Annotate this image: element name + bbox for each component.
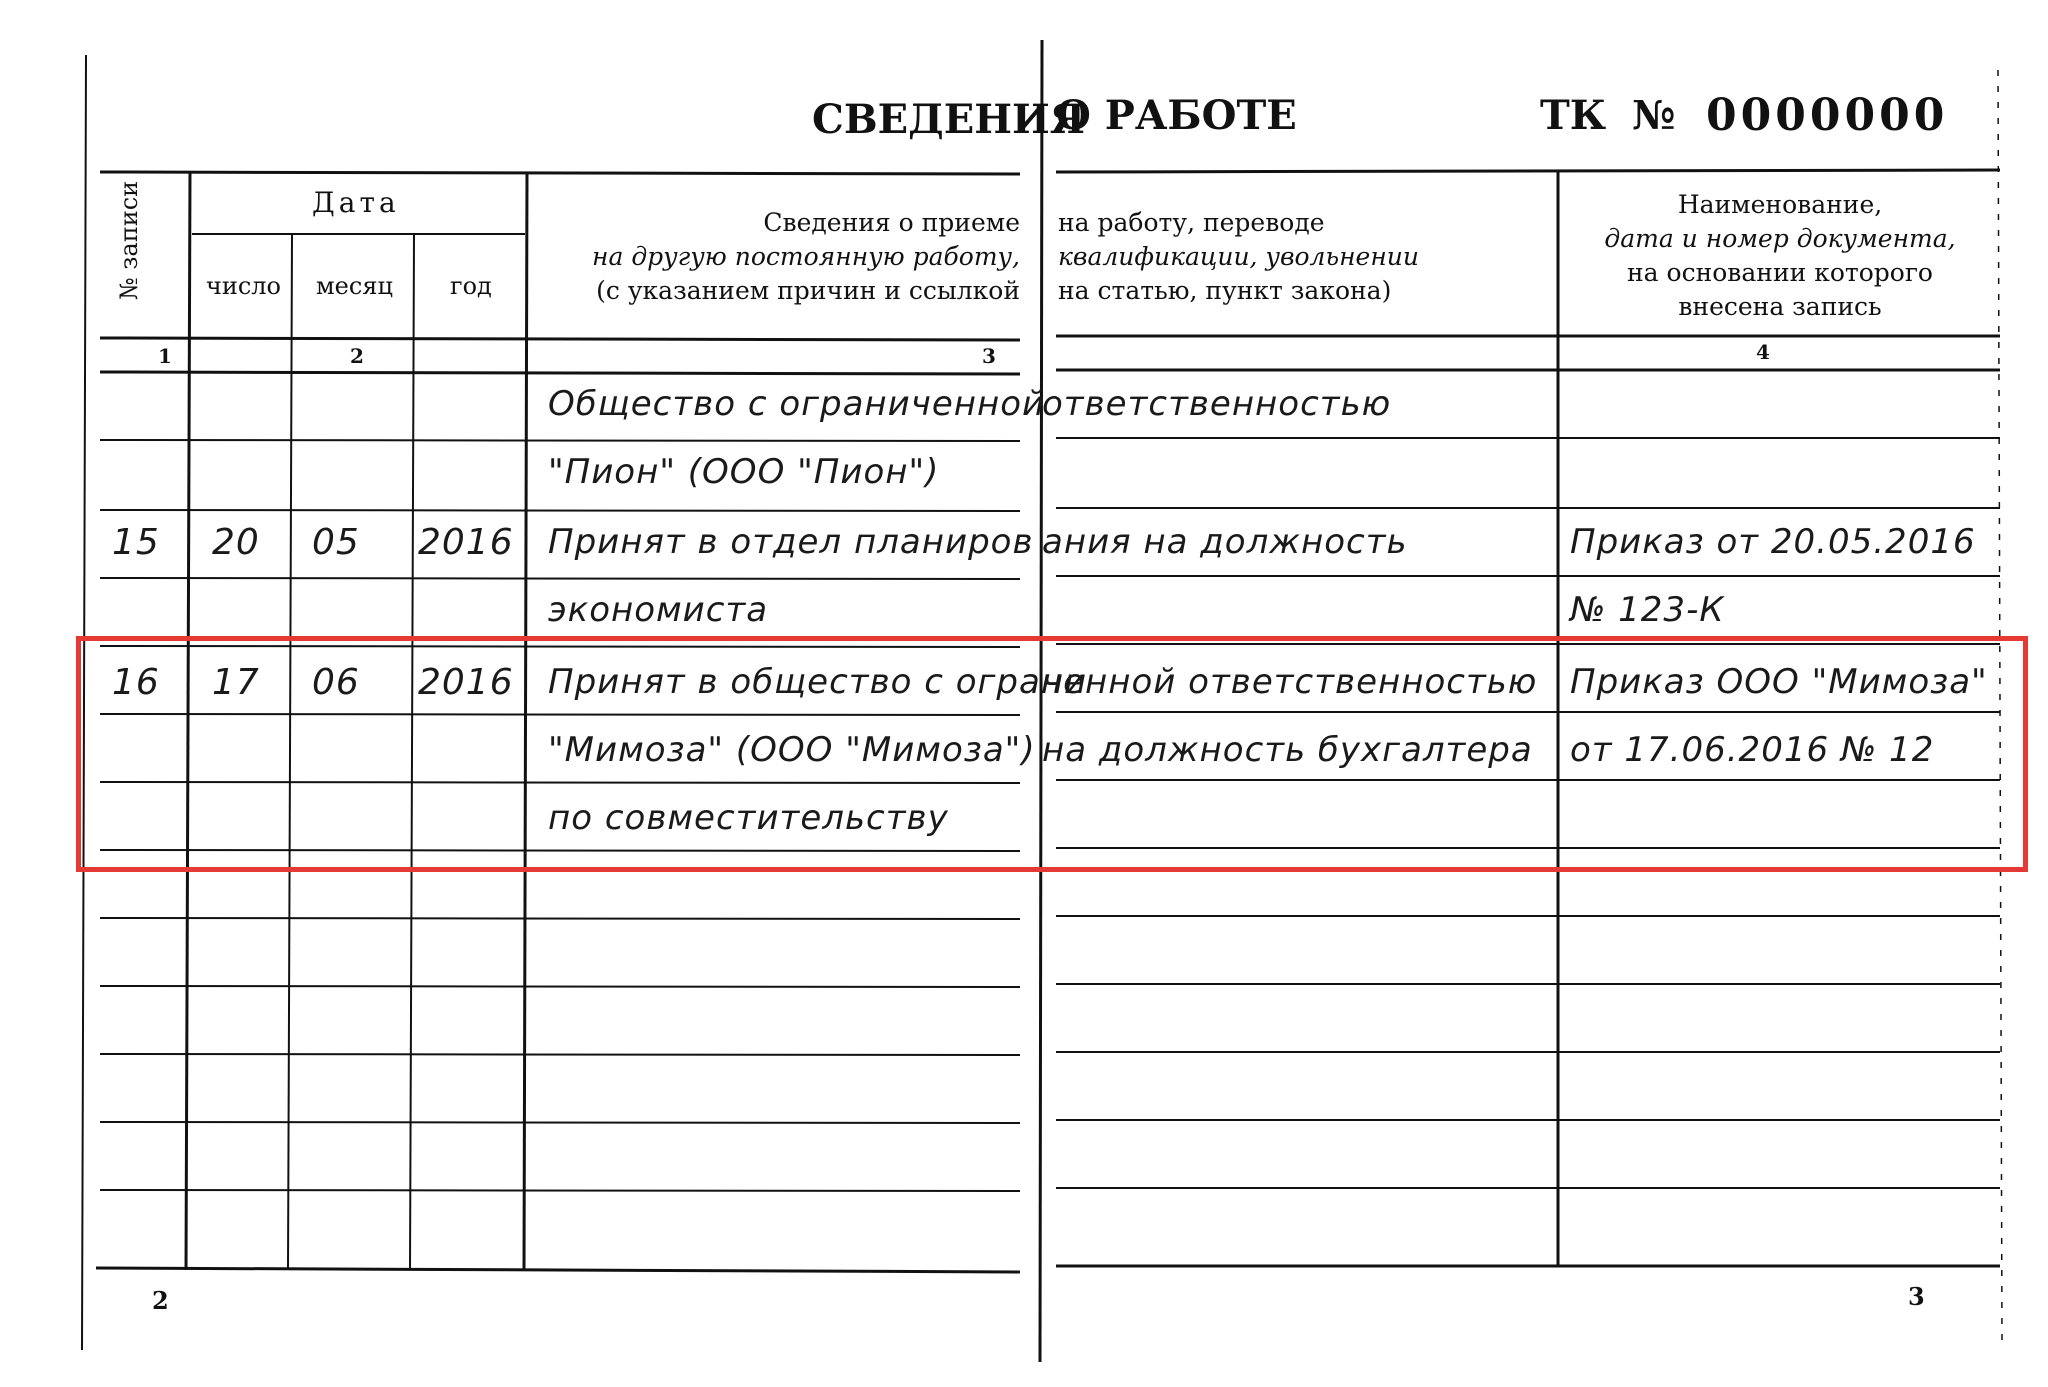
row-rule [100, 440, 1020, 441]
column-number-4: 4 [1756, 340, 1770, 364]
entry-day: 17 [212, 662, 260, 703]
header-year: год [450, 272, 492, 300]
header-day: число [206, 272, 281, 300]
entry-right: ания на должность [1042, 522, 1408, 562]
header-date: Дата [312, 186, 400, 219]
entry-doc: от 17.06.2016 № 12 [1570, 730, 1935, 770]
page-number-left: 2 [152, 1286, 169, 1315]
row-rule [100, 986, 1020, 987]
entry-left: Принят в общество с ограни [548, 662, 1088, 702]
entry-year: 2016 [418, 522, 514, 563]
entry-month: 05 [312, 522, 360, 563]
entry-left: Принят в отдел планиров [548, 522, 1034, 562]
title-right: О РАБОТЕ [1056, 92, 1297, 139]
row-rule [100, 510, 1020, 511]
header-info-left-line: на другую постоянную работу, [592, 242, 1020, 271]
row-rule [100, 1190, 1020, 1191]
column-number-2: 2 [350, 344, 364, 368]
header-info-right-line: квалификации, увольнении [1058, 242, 1420, 271]
book-number: 0000000 [1706, 90, 1949, 141]
book-prefix: ТК [1540, 92, 1607, 139]
highlight-frame [76, 636, 2028, 872]
entry-year: 2016 [418, 662, 514, 703]
header-info-right-line: на работу, переводе [1058, 208, 1325, 237]
header-entry-number: № записи [115, 180, 143, 300]
header-info-right-line: на статью, пункт закона) [1058, 276, 1392, 305]
header-document-line: Наименование, [1677, 190, 1883, 219]
entry-left: "Пион" (ООО "Пион") [548, 452, 940, 492]
page-number-right: 3 [1908, 1282, 1925, 1311]
entry-day: 20 [212, 522, 260, 563]
header-document-line: на основании которого [1627, 258, 1933, 287]
entry-no: 16 [112, 662, 160, 703]
row-rule [100, 1122, 1020, 1123]
row-rule [100, 578, 1020, 579]
entry-left: по совместительству [548, 798, 949, 838]
entry-right: на должность бухгалтера [1042, 730, 1533, 770]
row-rule [100, 918, 1020, 919]
header-document-line: внесена запись [1678, 292, 1882, 321]
header-document [1562, 188, 1998, 324]
entry-no: 15 [112, 522, 160, 563]
entry-left: "Мимоза" (ООО "Мимоза") [548, 730, 1036, 770]
entry-doc: Приказ ООО "Мимоза" [1570, 662, 1988, 702]
title-left: СВЕДЕНИЯ [812, 96, 1086, 143]
header-month: месяц [316, 272, 393, 300]
number-sign: № [1632, 92, 1676, 139]
entry-doc: Приказ от 20.05.2016 [1570, 522, 1976, 562]
header-info-right [1058, 206, 1419, 308]
header-info-left-line: Сведения о приеме [763, 208, 1020, 237]
header-info-left-line: (с указанием причин и ссылкой [596, 276, 1020, 305]
row-rule [100, 1054, 1020, 1055]
entry-doc: № 123-К [1570, 590, 1725, 630]
entry-right: ченной ответственностью [1042, 662, 1538, 702]
column-number-1: 1 [158, 344, 172, 368]
column-number-3: 3 [982, 344, 996, 368]
entry-left: Общество с ограниченной [548, 384, 1046, 424]
header-info-left [592, 206, 1020, 308]
entry-left: экономиста [548, 590, 769, 630]
header-document-line: дата и номер документа, [1604, 224, 1956, 253]
entry-month: 06 [312, 662, 360, 703]
entry-right: ответственностью [1042, 384, 1392, 424]
